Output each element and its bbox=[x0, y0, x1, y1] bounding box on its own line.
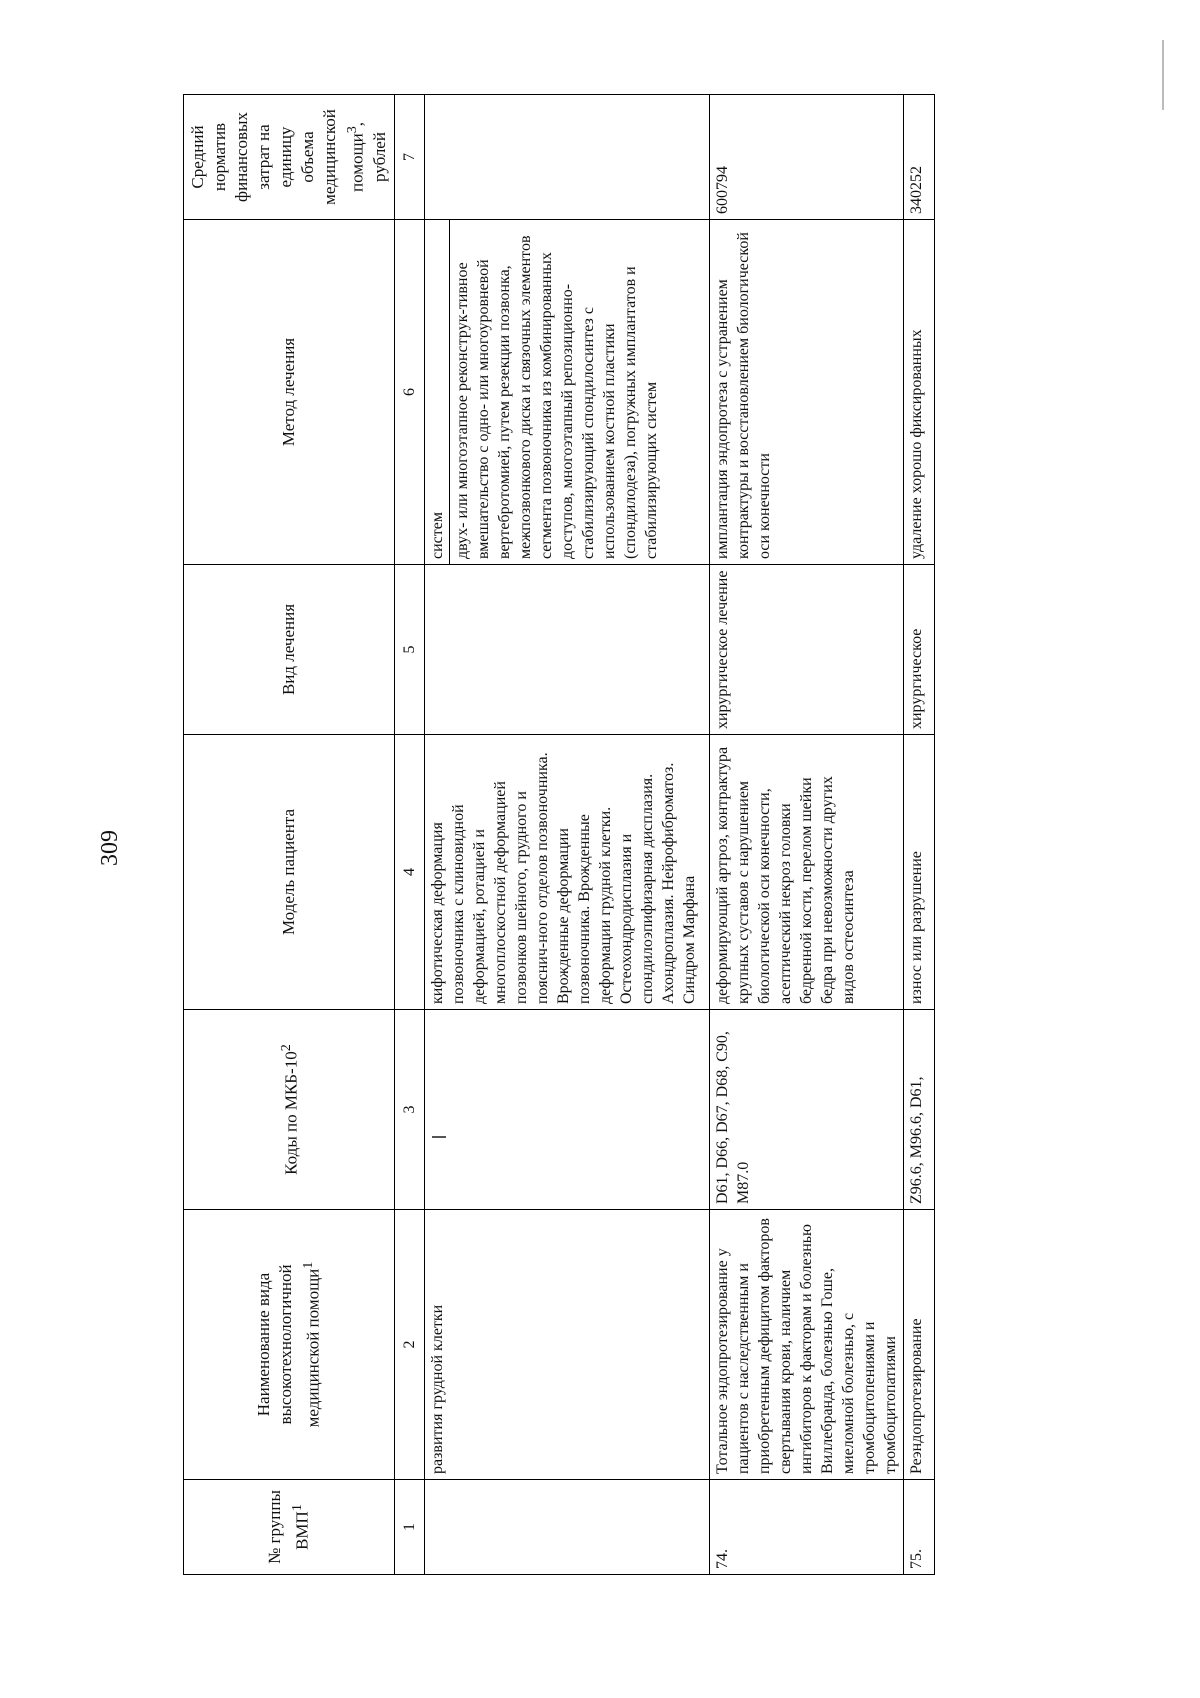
cell-icd-codes: D61, D66, D67, D68, C90, M87.0 bbox=[709, 1010, 903, 1210]
method-continued-text: систем bbox=[425, 220, 450, 564]
column-number-row bbox=[394, 95, 424, 1575]
column-number: 1 bbox=[394, 1480, 424, 1575]
cell-average-cost: 600794 bbox=[709, 95, 903, 220]
cell-treatment-method: удаление хорошо фиксированных bbox=[903, 220, 934, 565]
column-number: 7 bbox=[394, 95, 424, 220]
cell-average-cost: 340252 bbox=[903, 95, 934, 220]
table-row bbox=[709, 95, 903, 1575]
cell-treatment-method bbox=[424, 220, 709, 565]
cell-num bbox=[424, 1480, 709, 1575]
header-group-number: № группы ВМП$^1$ bbox=[184, 1480, 395, 1575]
column-number: 3 bbox=[394, 1010, 424, 1210]
cell-vmp-name: Реэндопротезирование bbox=[903, 1210, 934, 1480]
cell-treatment-type: хирургическое bbox=[903, 565, 934, 735]
vmp-table bbox=[183, 94, 935, 1575]
column-number: 4 bbox=[394, 735, 424, 1010]
cell-num: 75. bbox=[903, 1480, 934, 1575]
cell-treatment-type bbox=[424, 565, 709, 735]
cell-icd-codes bbox=[424, 1010, 709, 1210]
column-number: 2 bbox=[394, 1210, 424, 1480]
scan-mark bbox=[432, 1136, 446, 1138]
header-average-cost: Средний норматив финансовых затрат на единицу объема медицинской помощи$^3$, рублей bbox=[184, 95, 395, 220]
column-number: 6 bbox=[394, 220, 424, 565]
cell-patient-model: деформирующий артроз, контрактура крупных суставов с нарушением биологической оси конечности, асептический некроз головки бедренной кости, перелом шейки бедра при невозможности других видов остеосинтеза bbox=[709, 735, 903, 1010]
cell-vmp-name: Тотальное эндопротезирование у пациентов с наследственным и приобретенным дефицитом факторов свертывания крови, наличием ингибиторов к факторам и болезнью Виллебранда, болезнью Гоше, миеломной болезнью, с тромбоцитопениями и тромбоцитопатиями bbox=[709, 1210, 903, 1480]
page-number: 309 bbox=[97, 830, 123, 866]
cell-treatment-type: хирургическое лечение bbox=[709, 565, 903, 735]
header-patient-model: Модель пациента bbox=[184, 735, 395, 1010]
cell-icd-codes: Z96.6, M96.6, D61, bbox=[903, 1010, 934, 1210]
header-vmp-name: Наименование вида высокотехнологичной медицинской помощи$^1$ bbox=[184, 1210, 395, 1480]
table-row-continuation bbox=[424, 95, 709, 1575]
header-treatment-method: Метод лечения bbox=[184, 220, 395, 565]
table-header-row bbox=[184, 95, 395, 1575]
cell-treatment-method: имплантация эндопротеза с устранением контрактуры и восстановлением биологической оси конечности bbox=[709, 220, 903, 565]
cell-vmp-name: развития грудной клетки bbox=[424, 1210, 709, 1480]
header-treatment-type: Вид лечения bbox=[184, 565, 395, 735]
method-text: двух- или многоэтапное реконструк-тивное вмешательство с одно- или многоуровневой вертебротомией, путем резекции позвонка, межпозвонкового диска и связочных элементов сегмента позвоночника из комбинированных доступов, многоэтапный репозиционно-стабилизирующий спондилосинтез с использованием костной пластики (спондилодеза), погружных имплантатов и стабилизирующих систем bbox=[453, 235, 660, 559]
cell-average-cost bbox=[424, 95, 709, 220]
column-number: 5 bbox=[394, 565, 424, 735]
header-icd-codes: Коды по МКБ-$10^2$ bbox=[184, 1010, 395, 1210]
scan-mark bbox=[1162, 40, 1164, 110]
rotated-table-container bbox=[183, 95, 1123, 1575]
table-row bbox=[903, 95, 934, 1575]
cell-patient-model: износ или разрушение bbox=[903, 735, 934, 1010]
cell-patient-model: кифотическая деформация позвоночника с клиновидной деформацией, ротацией и многоплоскостной деформацией позвонков шейного, грудного и пояснич-ного отделов позвоночника. Врожденные деформации позвоночника. Врожденные деформации грудной клетки. Остеохондродисплазия и спондилоэпифизарная дисплазия. Ахондроплазия. Нейрофиброматоз. Синдром Марфана bbox=[424, 735, 709, 1010]
cell-num: 74. bbox=[709, 1480, 903, 1575]
